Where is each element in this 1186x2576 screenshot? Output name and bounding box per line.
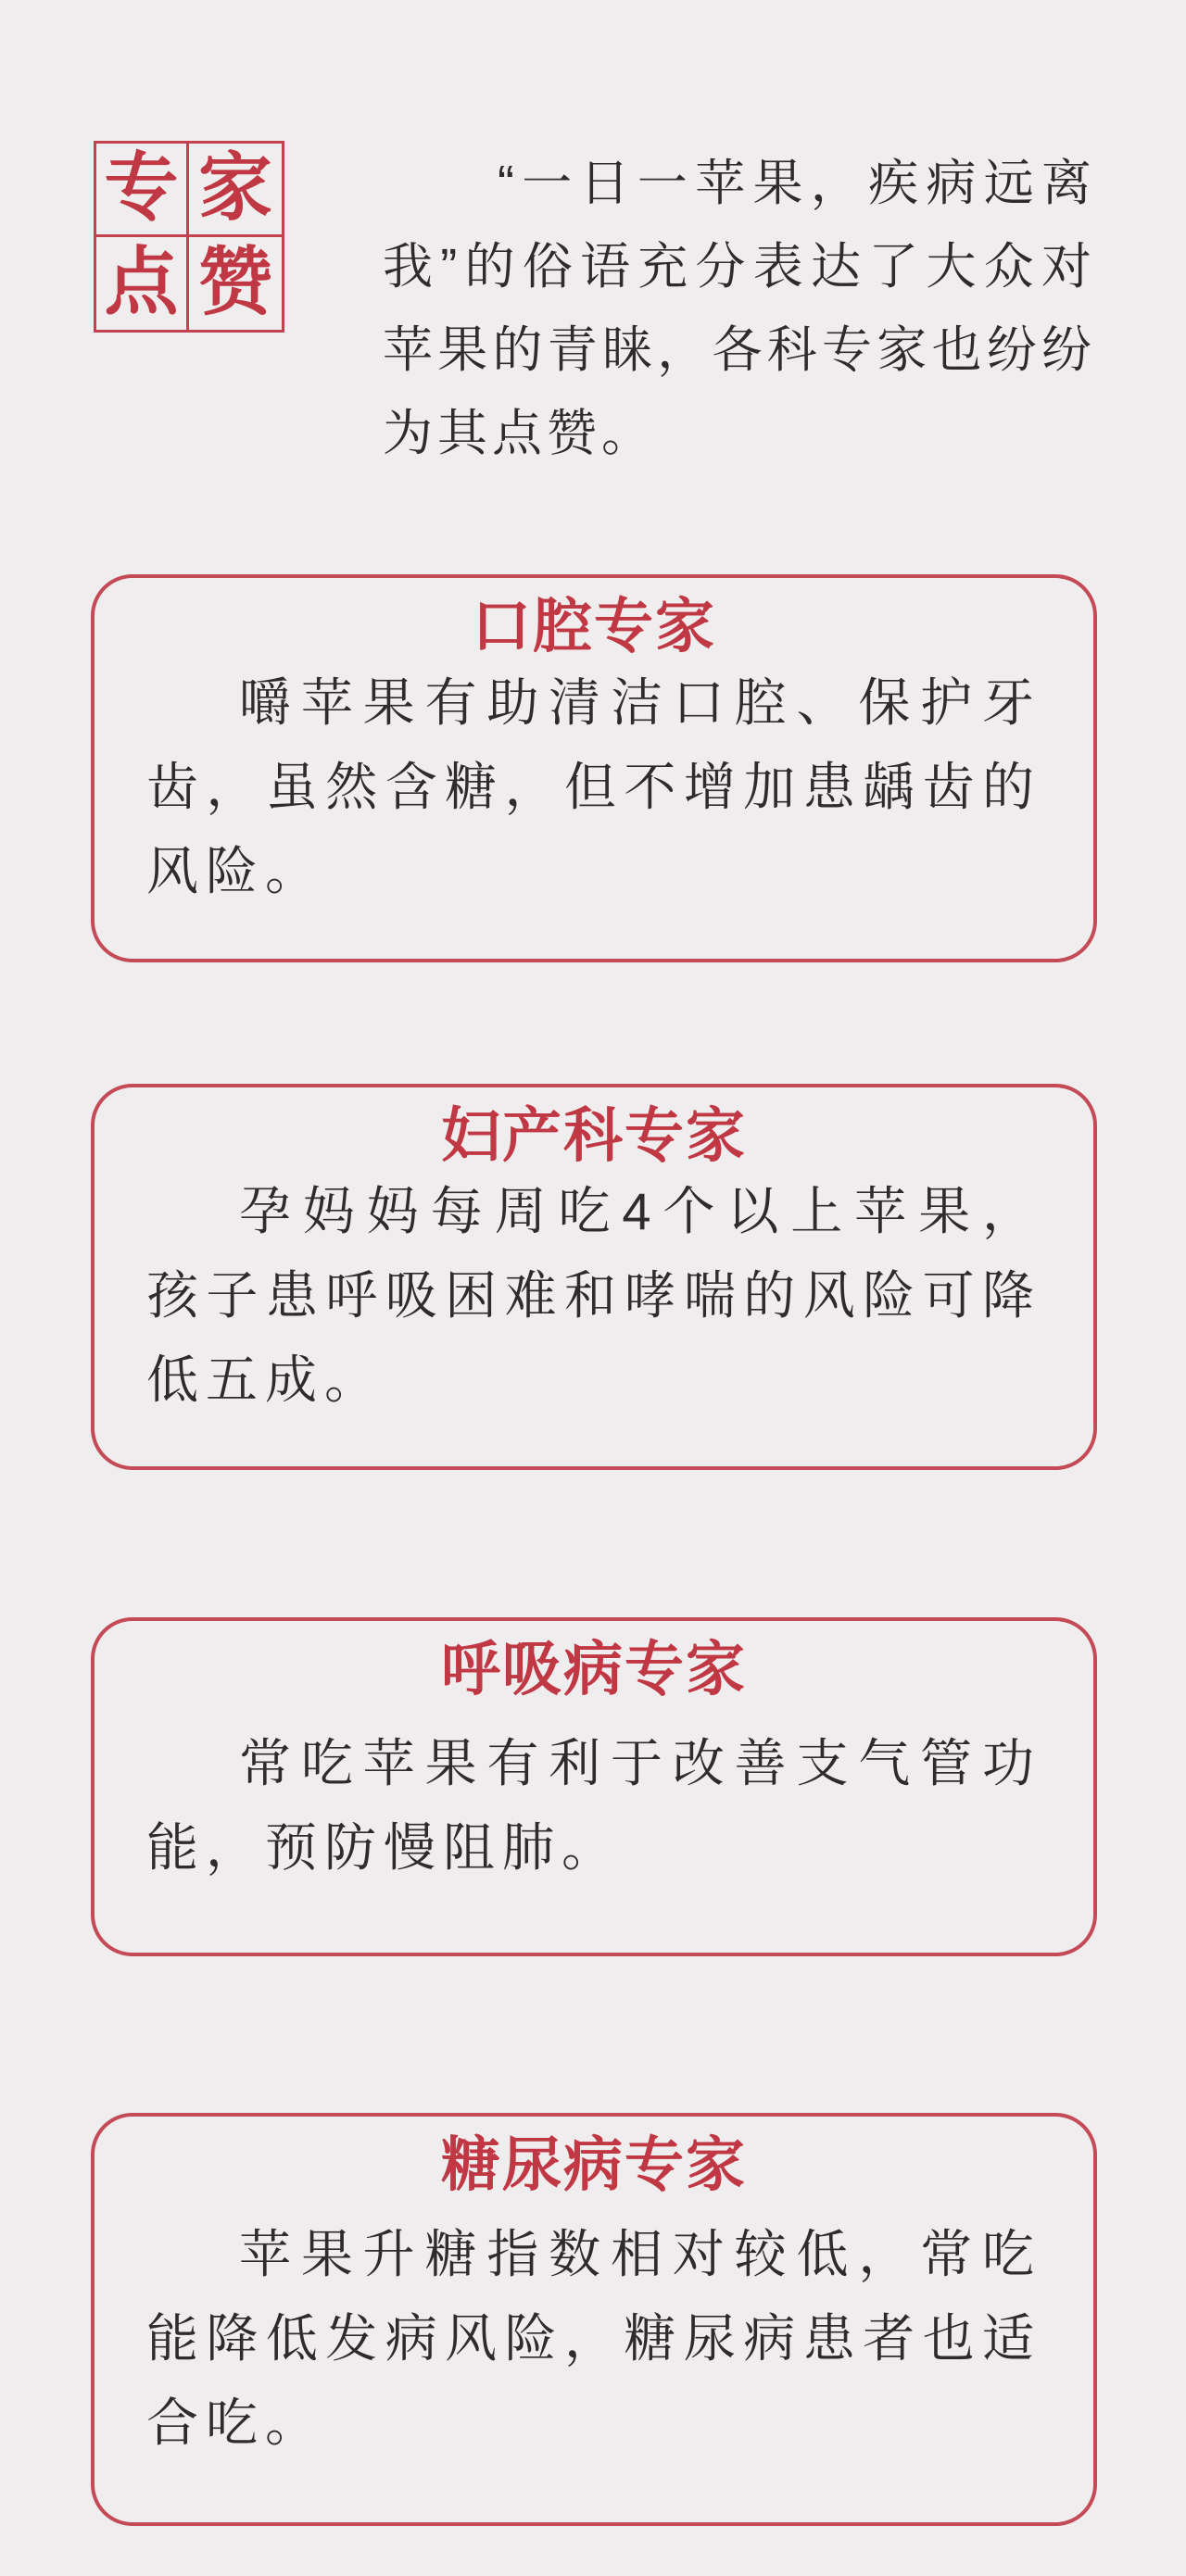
expert-card-diabetes [91,2113,1097,2526]
card-body-text: 嚼苹果有助清洁口腔、保护牙齿，虽然含糖，但不增加患龋齿的风险。 [146,673,1041,900]
seal-char: 点 [96,237,189,331]
expert-card-oral [91,574,1097,962]
seal-char: 家 [189,144,282,237]
card-title: 口腔专家 [414,594,774,660]
expert-card-respiratory [91,1617,1097,1956]
card-title: 妇产科专家 [384,1103,804,1170]
expert-endorsement-seal [94,141,284,333]
expert-card-obstetrics [91,1084,1097,1470]
card-body-text: 苹果升糖指数相对较低，常吃能降低发病风险，糖尿病患者也适合吃。 [146,2224,1041,2452]
card-body-text: 常吃苹果有利于改善支气管功能，预防慢阻肺。 [146,1734,1041,1877]
seal-char: 赞 [198,242,272,324]
card-body-text: 孕妈妈每周吃4个以上苹果，孩子患呼吸困难和哮喘的风险可降低五成。 [146,1182,1041,1409]
seal-char: 专 [96,144,189,237]
card-title: 糖尿病专家 [384,2132,804,2199]
card-title: 呼吸病专家 [384,1637,804,1703]
intro-paragraph: “一日一苹果，疾病远离我”的俗语充分表达了大众对苹果的青睐，各科专家也纷纷为其点赞。 [383,156,1096,461]
